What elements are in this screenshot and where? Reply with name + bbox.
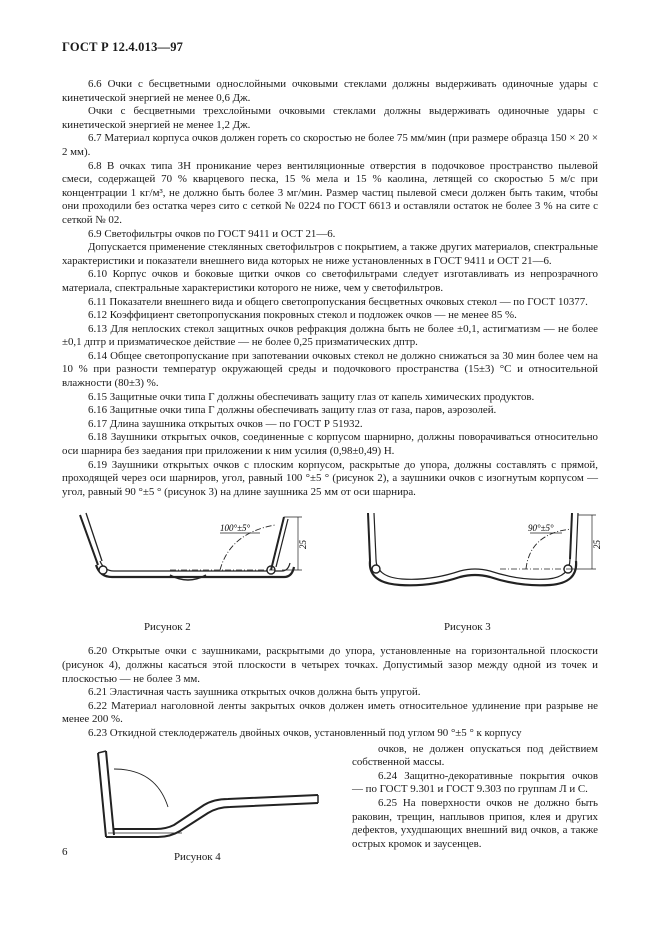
paragraph: 6.21 Эластичная часть заушника открытых очков должна быть упругой.	[88, 686, 421, 699]
paragraph: 6.25 На поверхности очков не должно быть раковин, трещин, наплывов припоя, клея и других дефектов, ухудшающих внешний вид очков, а также острых кромок и заусенцев.	[352, 796, 598, 850]
figure-3-drawing	[350, 503, 600, 613]
paragraph: 6.11 Показатели внешнего вида и общего светопропускания бесцветных очковых стекол — по ГОСТ 10377.	[88, 295, 588, 308]
right-column-text	[352, 743, 598, 852]
paragraph: 6.14 Общее светопропускание при запотевании очковых стекол не должно снижаться за 30 мин более чем на 10 % при разности температур окружающей среды и подочкового пространства (15±3) °С и относительной влажности (80±3) %.	[62, 349, 598, 390]
paragraph: 6.17 Длина заушника открытых очков — по ГОСТ Р 51932.	[88, 417, 363, 430]
paragraph: 6.8 В очках типа ЗН проникание через вентиляционные отверстия в подочковое пространство пылевой смеси, содержащей 70 % кварцевого песка, 15 % мела и 15 % каолина, летящей со скоростью 5 м/с при концентрации 1 кг/м³, не должно быть более 3 мг/мин. Размер частиц пылевой смеси должен быть таким, чтобы они проходили без остатка через сито с сеткой № 0224 по ГОСТ 6613 и оставляли остаток не более 3 % на сите с сеткой № 02.	[62, 159, 598, 226]
paragraph: 6.22 Материал наголовной ленты закрытых очков должен иметь относительное удлинение при разрыве не менее 200 %.	[62, 699, 598, 726]
figure-2-dimension-label: 25	[298, 540, 308, 550]
paragraph: 6.19 Заушники открытых очков с плоским корпусом, раскрытые до упора, должны составлять с прямой, проходящей через оси шарниров, угол, равный 100 °±5 ° (рисунок 2), а заушники очков с изогнутым корпусом — угол, равный 90 °±5 ° (рисунок 3) на длине заушника 25 мм от оси шарнира.	[62, 458, 598, 498]
paragraph: 6.15 Защитные очки типа Г должны обеспечивать защиту глаз от капель химических продуктов.	[88, 390, 535, 403]
figure-4-drawing	[86, 745, 324, 845]
figure-2-angle-label: 100°±5°	[220, 523, 251, 534]
figure-3-dimension-label: 25	[592, 540, 602, 550]
figure-4-caption: Рисунок 4	[174, 850, 221, 863]
paragraph: Очки с бесцветными трехслойными очковыми стеклами должны выдерживать одиночные удары с кинетической энергией не менее 1,2 Дж.	[62, 105, 598, 131]
paragraph: 6.12 Коэффициент светопропускания покровных стекол и подложек очков — не менее 85 %.	[88, 309, 517, 322]
figure-row	[62, 503, 602, 645]
page-number: 6	[62, 846, 68, 858]
body-text	[62, 78, 602, 871]
figure-3-caption: Рисунок 3	[444, 621, 491, 634]
paragraph: 6.24 Защитно-декоративные покрытия очков — по ГОСТ 9.301 и ГОСТ 9.303 по группам Л и С.	[352, 769, 598, 796]
paragraph: 6.9 Светофильтры очков по ГОСТ 9411 и ОСТ 21—6.	[88, 227, 336, 240]
paragraph: Допускается применение стеклянных светофильтров с покрытием, а также других материалов, спектральные характеристики и показатели внешнего вида которых не ниже установленных в ГОСТ 9411 и ОСТ 21—6.	[62, 241, 598, 267]
paragraph: 6.18 Заушники открытых очков, соединенные с корпусом шарнирно, должны поворачиваться относительно оси шарнира без заедания при приложении к ним усилия (0,98±0,49) Н.	[62, 431, 598, 458]
paragraph: очков, не должен опускаться под действием собственной массы.	[352, 742, 598, 769]
paragraph: 6.13 Для неплоских стекол защитных очков рефракция должна быть не более ±0,1, астигматизм — не более ±0,1 дптр и призматическое действие — не более 0,25 призматических дптр.	[62, 322, 598, 349]
figure-2-caption: Рисунок 2	[144, 621, 191, 634]
page-header: ГОСТ Р 12.4.013—97	[62, 40, 184, 54]
figure-4-block	[62, 743, 598, 871]
paragraph: 6.10 Корпус очков и боковые щитки очков со светофильтрами следует изготавливать из непрозрачного материала, спектральные характеристики которого не ниже, чем у светофильтров.	[62, 268, 598, 294]
figure-3-angle-label: 90°±5°	[528, 523, 554, 534]
paragraph: 6.16 Защитные очки типа Г должны обеспечивать защиту глаз от газа, паров, аэрозолей.	[88, 404, 497, 417]
paragraph: 6.23 Откидной стеклодержатель двойных очков, установленный под углом 90 °±5 ° к корпусу	[88, 726, 522, 739]
paragraph: 6.7 Материал корпуса очков должен гореть со скоростью не более 75 мм/мин (при размере образца 150 × 20 × 2 мм).	[62, 132, 598, 158]
figure-2-drawing	[70, 503, 306, 613]
paragraph: 6.6 Очки с бесцветными однослойными очковыми стеклами должны выдерживать одиночные удары с кинетической энергией не менее 0,6 Дж.	[62, 78, 598, 104]
paragraph: 6.20 Открытые очки с заушниками, раскрытыми до упора, установленные на горизонтальной плоскости (рисунок 4), должны касаться этой плоскости в четырех точках. Допустимый зазор между одной из точек и плоскостью — не более 3 мм.	[62, 645, 598, 685]
